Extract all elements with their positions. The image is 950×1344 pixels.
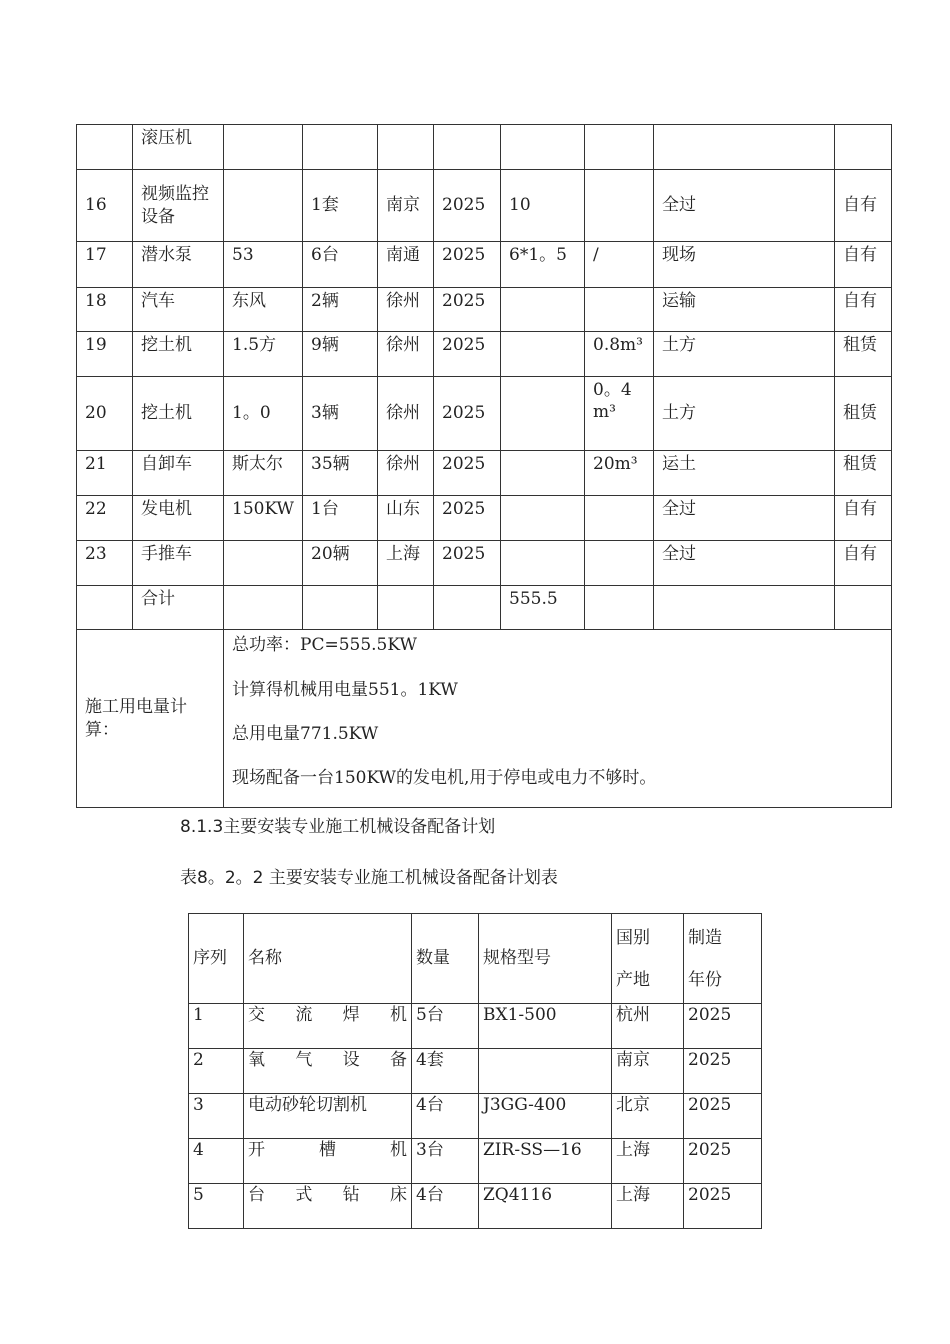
equipment-qty: 1台 <box>303 496 378 541</box>
equipment-ownership: 租赁 <box>835 332 892 377</box>
row-number: 5 <box>189 1184 244 1229</box>
equipment-use: 全过 <box>654 170 835 242</box>
equipment-name: 滚压机 <box>133 125 224 170</box>
equipment-origin: 南京 <box>378 170 434 242</box>
equipment-qty: 5台 <box>412 1004 479 1049</box>
equipment-year: 2025 <box>434 541 501 586</box>
equipment-year: 2025 <box>434 170 501 242</box>
name-char: 台 <box>248 1185 265 1205</box>
equipment-use: 运土 <box>654 451 835 496</box>
equipment-power <box>501 332 585 377</box>
equipment-name: 发电机 <box>133 496 224 541</box>
equipment-ownership: 自有 <box>835 288 892 332</box>
equipment-name-text: 电动砂轮切割机 <box>248 1095 367 1115</box>
header-name: 名称 <box>244 914 412 1004</box>
table-row <box>77 288 892 332</box>
equipment-origin: 徐州 <box>378 377 434 451</box>
equipment-ownership: 租赁 <box>835 451 892 496</box>
equipment-name: 潜水泵 <box>133 242 224 288</box>
header-model: 规格型号 <box>479 914 612 1004</box>
equipment-model: ZQ4116 <box>479 1184 612 1229</box>
equipment-origin: 上海 <box>612 1184 684 1229</box>
equipment-year: 2025 <box>434 496 501 541</box>
name-char: 机 <box>390 1140 407 1160</box>
equipment-origin: 上海 <box>612 1139 684 1184</box>
header-qty: 数量 <box>412 914 479 1004</box>
name-char: 备 <box>389 1050 407 1070</box>
name-char: 床 <box>389 1185 407 1205</box>
table-row <box>77 586 892 630</box>
header-origin-line2: 产地 <box>616 969 650 990</box>
equipment-capacity <box>585 170 654 242</box>
equipment-capacity: 0。4m³ <box>585 377 654 451</box>
equipment-name: 自卸车 <box>133 451 224 496</box>
equipment-power <box>501 377 585 451</box>
table-header-row <box>189 914 762 1004</box>
header-no: 序列 <box>189 914 244 1004</box>
equipment-qty: 1套 <box>303 170 378 242</box>
equipment-qty: 9辆 <box>303 332 378 377</box>
equipment-year: 2025 <box>684 1049 762 1094</box>
equipment-origin: 北京 <box>612 1094 684 1139</box>
equipment-name <box>244 1004 412 1049</box>
header-year-line1: 制造 <box>688 927 722 948</box>
row-number: 1 <box>189 1004 244 1049</box>
row-number: 16 <box>77 170 133 242</box>
calc-line: 总功率：PC=555.5KW <box>232 635 417 655</box>
equipment-year: 2025 <box>434 451 501 496</box>
table-row <box>189 1184 762 1229</box>
header-year <box>684 914 762 1004</box>
equipment-use: 运输 <box>654 288 835 332</box>
equipment-qty: 3辆 <box>303 377 378 451</box>
equipment-year: 2025 <box>684 1184 762 1229</box>
equipment-model: BX1-500 <box>479 1004 612 1049</box>
equipment-qty: 6台 <box>303 242 378 288</box>
equipment-name <box>244 1049 412 1094</box>
equipment-spec: 53 <box>224 242 303 288</box>
section-heading: 8.1.3主要安装专业施工机械设备配备计划 <box>180 817 496 837</box>
equipment-name <box>244 1184 412 1229</box>
equipment-name <box>244 1139 412 1184</box>
table-row <box>189 1004 762 1049</box>
equipment-origin: 徐州 <box>378 332 434 377</box>
equipment-power <box>501 496 585 541</box>
equipment-name: 汽车 <box>133 288 224 332</box>
total-power: 555.5 <box>501 586 585 630</box>
equipment-capacity: / <box>585 242 654 288</box>
equipment-power <box>501 541 585 586</box>
equipment-year: 2025 <box>434 377 501 451</box>
table-row <box>77 451 892 496</box>
equipment-capacity <box>585 288 654 332</box>
equipment-origin: 徐州 <box>378 451 434 496</box>
equipment-spec <box>224 541 303 586</box>
equipment-spec: 1.5方 <box>224 332 303 377</box>
equipment-use: 土方 <box>654 377 835 451</box>
equipment-power <box>501 451 585 496</box>
equipment-qty: 2辆 <box>303 288 378 332</box>
equipment-year: 2025 <box>684 1139 762 1184</box>
name-char: 焊 <box>342 1005 360 1025</box>
name-char: 开 <box>248 1140 265 1160</box>
row-number: 2 <box>189 1049 244 1094</box>
table-row <box>77 496 892 541</box>
equipment-use: 全过 <box>654 496 835 541</box>
equipment-year: 2025 <box>684 1094 762 1139</box>
table-row <box>189 1049 762 1094</box>
equipment-origin: 山东 <box>378 496 434 541</box>
equipment-power <box>501 288 585 332</box>
equipment-ownership: 自有 <box>835 242 892 288</box>
equipment-year: 2025 <box>684 1004 762 1049</box>
equipment-qty: 3台 <box>412 1139 479 1184</box>
equipment-ownership: 自有 <box>835 541 892 586</box>
equipment-use: 现场 <box>654 242 835 288</box>
table-row <box>77 125 892 170</box>
equipment-spec: 150KW <box>224 496 303 541</box>
equipment-name-text <box>248 1139 407 1161</box>
equipment-ownership: 自有 <box>835 496 892 541</box>
row-number: 18 <box>77 288 133 332</box>
equipment-year: 2025 <box>434 332 501 377</box>
row-number: 21 <box>77 451 133 496</box>
equipment-capacity: 20m³ <box>585 451 654 496</box>
equipment-model: J3GG-400 <box>479 1094 612 1139</box>
equipment-name: 视频监控设备 <box>133 170 224 242</box>
row-number: 17 <box>77 242 133 288</box>
equipment-year: 2025 <box>434 288 501 332</box>
equipment-table <box>76 124 892 808</box>
name-char: 气 <box>295 1050 313 1070</box>
equipment-name: 手推车 <box>133 541 224 586</box>
equipment-qty: 35辆 <box>303 451 378 496</box>
row-number: 23 <box>77 541 133 586</box>
equipment-ownership: 自有 <box>835 170 892 242</box>
equipment-qty: 4台 <box>412 1184 479 1229</box>
table-row <box>77 170 892 242</box>
calc-label: 施工用电量计算： <box>77 630 224 808</box>
calc-line: 总用电量771.5KW <box>232 724 379 744</box>
equipment-capacity <box>585 496 654 541</box>
equipment-name: 挖土机 <box>133 377 224 451</box>
equipment-qty: 20辆 <box>303 541 378 586</box>
install-equipment-table <box>188 913 762 1229</box>
name-char: 设 <box>342 1050 360 1070</box>
equipment-ownership: 租赁 <box>835 377 892 451</box>
row-number: 4 <box>189 1139 244 1184</box>
calc-line: 现场配备一台150KW的发电机,用于停电或电力不够时。 <box>232 768 657 788</box>
equipment-name-text <box>248 1004 407 1026</box>
equipment-spec: 1。0 <box>224 377 303 451</box>
row-number: 20 <box>77 377 133 451</box>
equipment-spec: 斯太尔 <box>224 451 303 496</box>
name-char: 机 <box>389 1005 407 1025</box>
equipment-model: ZIR-SS—16 <box>479 1139 612 1184</box>
name-char: 交 <box>248 1005 265 1025</box>
total-label: 合计 <box>133 586 224 630</box>
table-caption: 表8。2。2 主要安装专业施工机械设备配备计划表 <box>180 868 558 888</box>
equipment-spec: 东风 <box>224 288 303 332</box>
equipment-capacity: 0.8m³ <box>585 332 654 377</box>
table-row <box>77 332 892 377</box>
table-row <box>77 630 892 808</box>
table-row <box>77 541 892 586</box>
equipment-name <box>244 1094 412 1139</box>
equipment-spec <box>224 170 303 242</box>
equipment-qty: 4台 <box>412 1094 479 1139</box>
row-number: 3 <box>189 1094 244 1139</box>
name-char: 槽 <box>319 1140 336 1160</box>
equipment-name-text <box>248 1049 407 1071</box>
table-row <box>77 377 892 451</box>
name-char: 钻 <box>342 1185 360 1205</box>
name-char: 式 <box>295 1185 313 1205</box>
header-year-line2: 年份 <box>688 969 722 990</box>
table-row <box>189 1139 762 1184</box>
name-char: 流 <box>295 1005 313 1025</box>
calc-line: 计算得机械用电量551。1KW <box>232 680 458 700</box>
row-number: 22 <box>77 496 133 541</box>
equipment-use: 全过 <box>654 541 835 586</box>
equipment-name: 挖土机 <box>133 332 224 377</box>
equipment-origin: 上海 <box>378 541 434 586</box>
equipment-origin: 南京 <box>612 1049 684 1094</box>
equipment-power: 6*1。5 <box>501 242 585 288</box>
equipment-origin: 南通 <box>378 242 434 288</box>
header-origin <box>612 914 684 1004</box>
calc-content <box>224 630 892 808</box>
equipment-use: 土方 <box>654 332 835 377</box>
equipment-origin: 徐州 <box>378 288 434 332</box>
equipment-name-text <box>248 1184 407 1206</box>
row-number: 19 <box>77 332 133 377</box>
equipment-year: 2025 <box>434 242 501 288</box>
header-origin-line1: 国别 <box>616 927 650 948</box>
table-row <box>189 1094 762 1139</box>
equipment-model <box>479 1049 612 1094</box>
name-char: 氧 <box>248 1050 265 1070</box>
table-row <box>77 242 892 288</box>
equipment-power: 10 <box>501 170 585 242</box>
equipment-capacity <box>585 541 654 586</box>
equipment-origin: 杭州 <box>612 1004 684 1049</box>
equipment-qty: 4套 <box>412 1049 479 1094</box>
